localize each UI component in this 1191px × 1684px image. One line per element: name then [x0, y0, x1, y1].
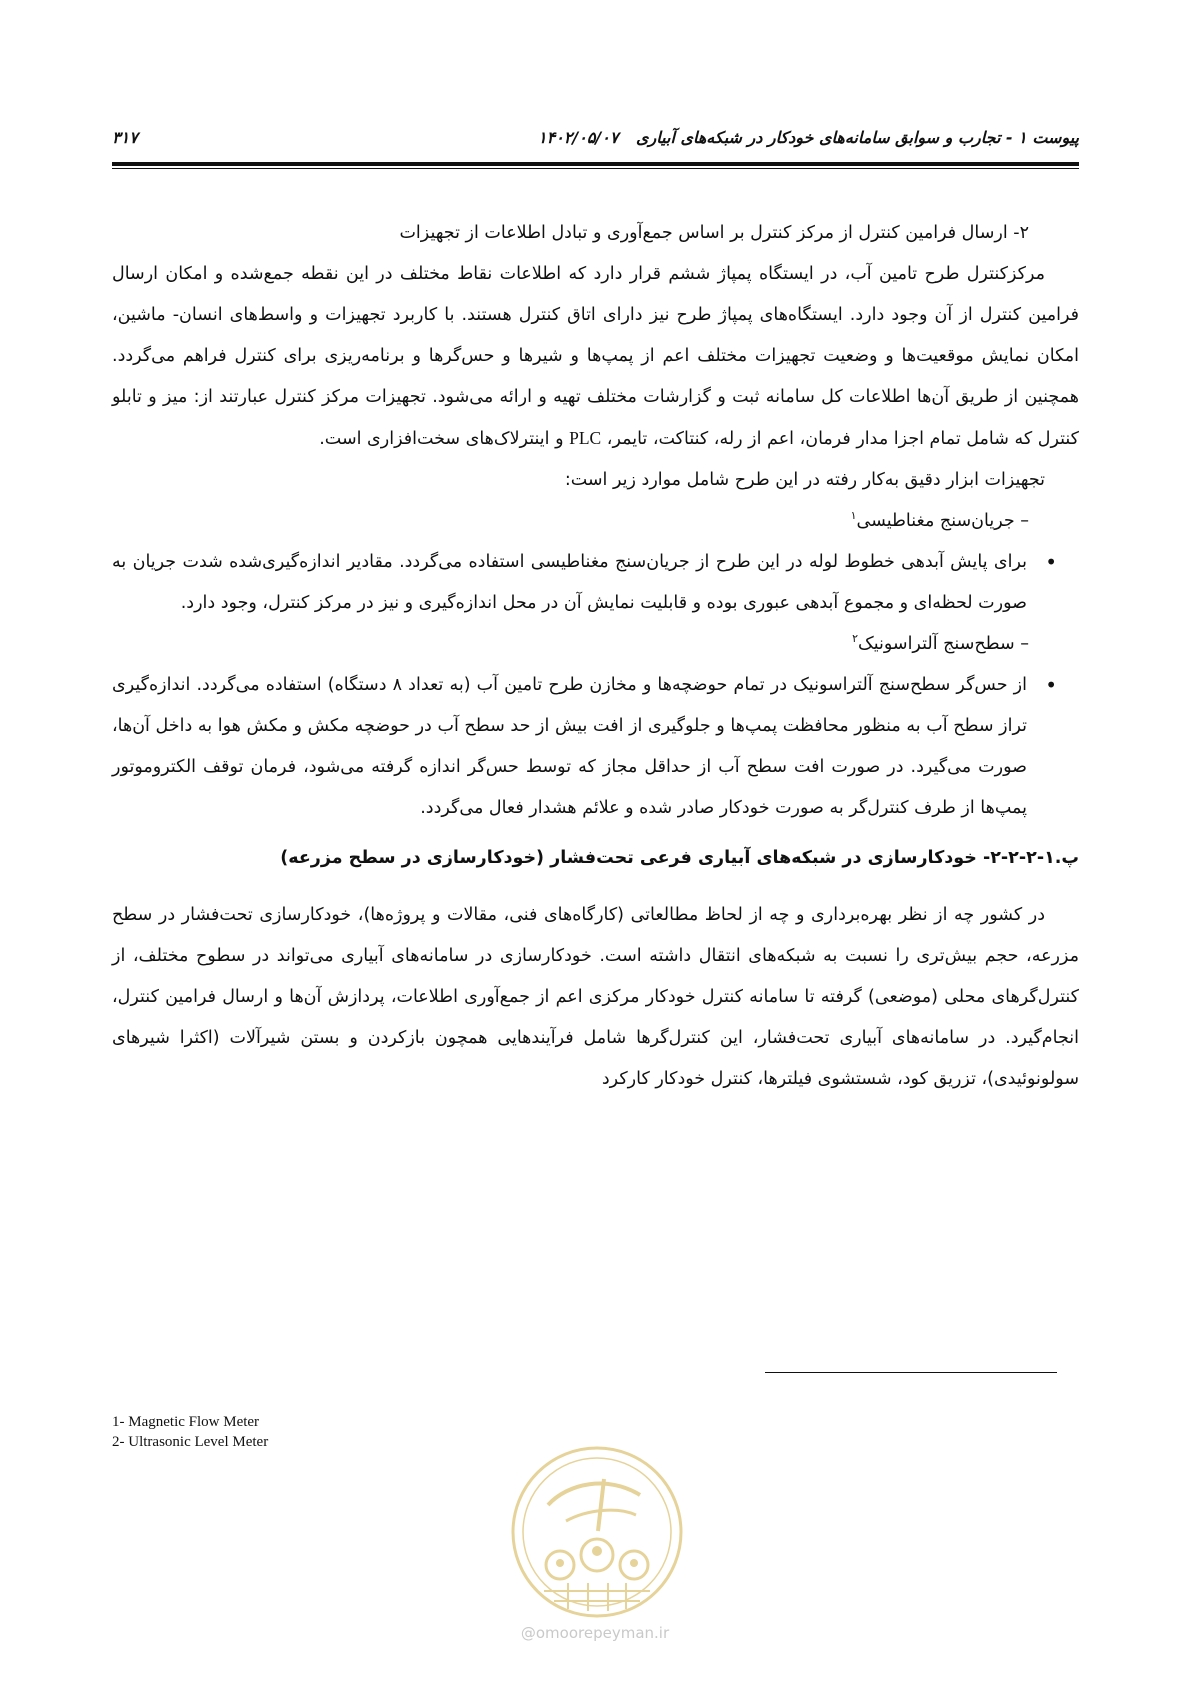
footnote-rule [765, 1372, 1057, 1373]
footnote-ref-1: ۱ [850, 509, 857, 523]
header-title-text: پیوست ۱ - تجارب و سوابق سامانه‌های خودکار در شبکه‌های آبیاری [636, 128, 1079, 147]
item2-title: ۲- ارسال فرامین کنترل از مرکز کنترل بر اساس جمع‌آوری و تبادل اطلاعات از تجهیزات [399, 223, 1029, 243]
footnote-1: 1- Magnetic Flow Meter [112, 1414, 260, 1430]
page-header [112, 128, 1079, 152]
section-heading: پ.۱-۲-۲-۲- خودکارسازی در شبکه‌های آبیاری فرعی تحت‌فشار (خودکارسازی در سطح مزرعه) [280, 848, 1079, 868]
footnotes [112, 1412, 268, 1452]
dash-item-level-meter [112, 624, 1079, 665]
header-rule-thick [112, 162, 1079, 166]
bullet-flow-meter: • برای پایش آبدهی خطوط لوله در این طرح از جریان‌سنج مغناطیسی استفاده می‌گردد. مقادیر اندازه‌گیری‌شده شدت جریان به صورت لحظه‌ای و مجموع آبدهی عبوری بوده و قابلیت نمایش آن در محل اندازه‌گیری و نیز در مرکز کنترل، وجود دارد. [112, 542, 1057, 624]
footnote-2: 2- Ultrasonic Level Meter [112, 1434, 269, 1450]
dash-item-flow-meter [112, 501, 1079, 542]
header-date: ۱۴۰۲/۰۵/۰۷ [538, 128, 619, 147]
page-number: ۳۱۷ [112, 128, 138, 147]
watermark-handle: @omoorepeyman.ir [520, 1624, 670, 1642]
paragraph-instruments-intro: تجهیزات ابزار دقیق به‌کار رفته در این طرح شامل موارد زیر است: [564, 470, 1045, 490]
body-text [112, 213, 1079, 1100]
paragraph-control-center-part1: مرکزکنترل طرح تامین آب، در ایستگاه پمپاژ ششم قرار دارد که اطلاعات نقاط مختلف در این نقطه جمع‌شده و امکان ارسال فرامین کنترل از آن وجود دارد. ایستگاه‌های پمپاژ طرح نیز دارای اتاق کنترل هستند. با کاربرد تجهیزات و واسط‌های انسان- ماشین، امکان نمایش موقعیت‌ها و وضعیت تجهیزات مختلف اعم از پمپ‌ها و شیرها و حس‌گرها و برنامه‌ریزی برای کنترل فراهم می‌گردد. همچنین از طریق آن‌ها اطلاعات کل سامانه ثبت و گزارشات مختلف تهیه و ارائه می‌شود. تجهیزات مرکز کنترل عبارتند از: میز و تابلو کنترل که شامل تمام اجزا مدار فرمان، اعم از رله، کنتاکت، تایمر، [112, 264, 1079, 449]
flow-meter-label: – جریان‌سنج مغناطیسی [856, 511, 1029, 531]
paragraph-control-center-part2: و اینترلاک‌های سخت‌افزاری است. [319, 429, 564, 449]
paragraph-field-automation: در کشور چه از نظر بهره‌برداری و چه از لحاظ مطالعاتی (کارگاه‌های فنی، مقالات و پروژه‌ها)، خودکارسازی تحت‌فشار در سطح مزرعه، حجم بیش‌تری را نسبت به شبکه‌های انتقال داشته است. خودکارسازی در سامانه‌های آبیاری می‌تواند در سطوح مختلف، از کنترل‌گرهای محلی (موضعی) گرفته تا سامانه کنترل خودکار مرکزی اعم از جمع‌آوری اطلاعات، پردازش آن‌ها و ارسال فرامین کنترل، انجام‌گیرد. در سامانه‌های آبیاری تحت‌فشار، این کنترل‌گرها شامل فرآیندهایی همچون بازکردن و بستن شیرآلات (اکثرا شیرهای سولونوئیدی)، تزریق کود، شستشوی فیلترها، کنترل خودکار کارکرد [112, 905, 1079, 1089]
bullet-list-flow-meter [112, 542, 1079, 624]
footnote-ref-2: ۲ [852, 632, 859, 646]
level-meter-label: – سطح‌سنج آلتراسونیک [858, 634, 1029, 654]
plc-term: PLC [569, 428, 602, 448]
bullet-list-level-meter [112, 665, 1079, 829]
header-rule-thin [112, 168, 1079, 169]
bullet-level-meter: • از حس‌گر سطح‌سنج آلتراسونیک در تمام حوضچه‌ها و مخازن طرح تامین آب (به تعداد ۸ دستگاه) استفاده می‌گردد. اندازه‌گیری تراز سطح آب به منظور محافظت پمپ‌ها و جلوگیری از افت بیش از حد سطح آب در حوضچه مکش و مکش هوا به داخل آن‌ها، صورت می‌گیرد. در صورت افت سطح آب از حداقل مجاز که توسط حس‌گر اندازه گرفته می‌شود، فرمان توقف الکتروموتور پمپ‌ها از طرف کنترل‌گر به صورت خودکار صادر شده و علائم هشدار فعال می‌گردد. [112, 665, 1057, 829]
header-title [538, 128, 1079, 147]
watermark-logo-icon [508, 1443, 686, 1621]
paragraph-control-center [112, 254, 1079, 460]
